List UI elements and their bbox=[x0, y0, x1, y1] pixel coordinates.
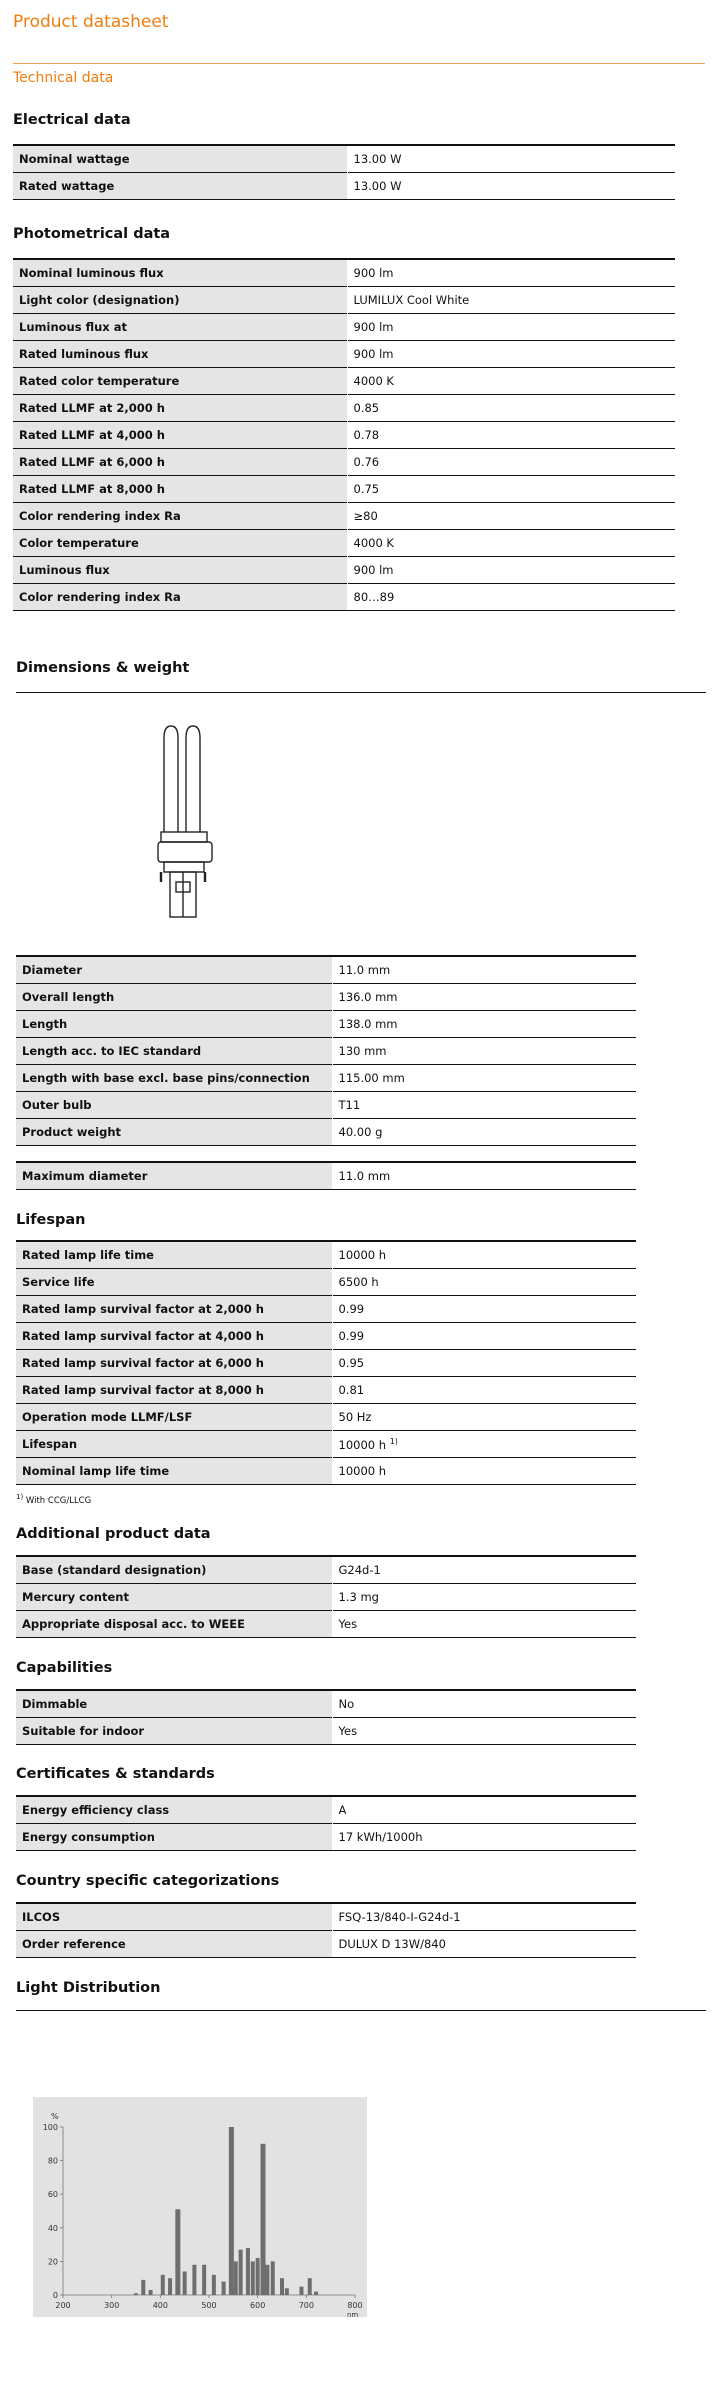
y-tick-label: 0 bbox=[52, 2291, 58, 2300]
table-row bbox=[13, 259, 675, 287]
row-value bbox=[347, 503, 675, 530]
y-tick-label: 40 bbox=[47, 2223, 58, 2233]
spectrum-peak bbox=[149, 2290, 153, 2295]
row-value-text: 900 lm bbox=[353, 347, 394, 361]
row-value-text: 138.0 mm bbox=[338, 1017, 398, 1031]
electrical-table bbox=[13, 144, 675, 200]
row-label: Color rendering index Ra bbox=[13, 584, 347, 611]
row-value bbox=[347, 259, 675, 287]
row-value bbox=[332, 1690, 636, 1718]
table-row bbox=[16, 1241, 636, 1269]
table-row bbox=[13, 476, 675, 503]
row-value-text: No bbox=[338, 1697, 355, 1711]
table-row bbox=[13, 287, 675, 314]
row-value-text: 4000 K bbox=[353, 536, 394, 550]
spectrum-peak bbox=[314, 2292, 318, 2295]
row-value-text: 40.00 g bbox=[338, 1125, 383, 1139]
row-label: Product weight bbox=[16, 1119, 332, 1146]
row-label: Nominal luminous flux bbox=[13, 259, 347, 287]
row-value bbox=[347, 314, 675, 341]
table-row bbox=[16, 1556, 636, 1584]
row-label: Luminous flux at bbox=[13, 314, 347, 341]
row-label: Length acc. to IEC standard bbox=[16, 1038, 332, 1065]
row-value-text: 136.0 mm bbox=[338, 990, 398, 1004]
row-value-text: 10000 h bbox=[338, 1248, 387, 1262]
table-row bbox=[13, 395, 675, 422]
row-value bbox=[332, 1296, 636, 1323]
table-row bbox=[13, 503, 675, 530]
row-value bbox=[332, 1824, 636, 1851]
x-tick-label: 500 bbox=[201, 2301, 217, 2310]
row-value-text: 13.00 W bbox=[353, 179, 402, 193]
row-label: Dimmable bbox=[16, 1690, 332, 1718]
row-label: Color rendering index Ra bbox=[13, 503, 347, 530]
row-label: Energy efficiency class bbox=[16, 1796, 332, 1824]
row-value bbox=[332, 1092, 636, 1119]
row-value bbox=[332, 1458, 636, 1485]
row-label: Service life bbox=[16, 1269, 332, 1296]
row-value bbox=[347, 145, 675, 173]
spectrum-peak bbox=[271, 2261, 275, 2295]
row-label: Rated luminous flux bbox=[13, 341, 347, 368]
table-row bbox=[13, 314, 675, 341]
row-value-text: 0.76 bbox=[353, 455, 380, 469]
x-tick-label: 200 bbox=[55, 2301, 71, 2310]
spectrum-peak bbox=[212, 2275, 216, 2295]
row-label: Energy consumption bbox=[16, 1824, 332, 1851]
lifespan-footnote: $^{1)}$ With CCG/LLCG bbox=[16, 1493, 92, 1506]
row-value bbox=[347, 368, 675, 395]
row-value-text: 4000 K bbox=[353, 374, 394, 388]
row-value-text: 11.0 mm bbox=[338, 963, 391, 977]
x-tick-label: 400 bbox=[152, 2301, 168, 2310]
table-row bbox=[16, 1162, 636, 1190]
row-value bbox=[332, 984, 636, 1011]
row-label: Maximum diameter bbox=[16, 1162, 332, 1190]
row-value bbox=[347, 422, 675, 449]
row-value-text: 130 mm bbox=[338, 1044, 387, 1058]
row-value-text: T11 bbox=[338, 1098, 361, 1112]
y-tick-label: 80 bbox=[47, 2156, 58, 2166]
row-label: Outer bulb bbox=[16, 1092, 332, 1119]
row-label: ILCOS bbox=[16, 1903, 332, 1931]
spectrum-peak bbox=[229, 2127, 234, 2295]
table-row bbox=[16, 1350, 636, 1377]
table-row bbox=[16, 1431, 636, 1458]
spectrum-peak bbox=[239, 2250, 243, 2295]
row-value bbox=[332, 1584, 636, 1611]
spectrum-peak bbox=[285, 2288, 289, 2295]
row-value bbox=[347, 395, 675, 422]
dimensions-table bbox=[16, 955, 636, 1146]
row-value-text: 0.99 bbox=[338, 1302, 365, 1316]
row-label: Rated lamp survival factor at 8,000 h bbox=[16, 1377, 332, 1404]
row-value-text: 0.85 bbox=[353, 401, 380, 415]
row-label: Length with base excl. base pins/connection bbox=[16, 1065, 332, 1092]
table-row bbox=[16, 1796, 636, 1824]
table-row bbox=[16, 984, 636, 1011]
row-value bbox=[332, 1269, 636, 1296]
table-row bbox=[16, 1903, 636, 1931]
spectrum-peak bbox=[299, 2287, 303, 2295]
additional-table bbox=[16, 1555, 636, 1638]
table-row bbox=[16, 1038, 636, 1065]
y-axis-label: % bbox=[51, 2112, 59, 2121]
document-title: Product datasheet bbox=[13, 12, 169, 32]
photometrical-table bbox=[13, 258, 675, 611]
spectrum-peak bbox=[234, 2261, 238, 2295]
lifespan-table bbox=[16, 1240, 636, 1485]
table-row bbox=[16, 1119, 636, 1146]
row-value bbox=[332, 1931, 636, 1958]
row-label: Overall length bbox=[16, 984, 332, 1011]
row-value bbox=[347, 449, 675, 476]
row-value-text: 115.00 mm bbox=[338, 1071, 405, 1085]
spectrum-peak bbox=[280, 2278, 284, 2295]
row-value bbox=[332, 1038, 636, 1065]
spectrum-peak bbox=[175, 2209, 180, 2295]
section-title-photometrical: Photometrical data bbox=[13, 226, 171, 242]
spectrum-peak bbox=[222, 2282, 226, 2295]
section-title-light-distribution: Light Distribution bbox=[16, 1980, 161, 1996]
table-row bbox=[13, 584, 675, 611]
table-row bbox=[16, 1296, 636, 1323]
x-tick-label: 700 bbox=[298, 2301, 314, 2310]
row-value-text: 0.75 bbox=[353, 482, 380, 496]
row-value-text: 0.78 bbox=[353, 428, 380, 442]
row-label: Length bbox=[16, 1011, 332, 1038]
footnote-ref: 1) bbox=[389, 1436, 398, 1446]
chart-background bbox=[33, 2097, 367, 2317]
row-label: Nominal wattage bbox=[13, 145, 347, 173]
row-value bbox=[332, 1065, 636, 1092]
spectrum-peak bbox=[161, 2275, 165, 2295]
row-value bbox=[332, 1011, 636, 1038]
row-value-text: FSQ-13/840-I-G24d-1 bbox=[338, 1910, 461, 1924]
row-value bbox=[347, 557, 675, 584]
row-value-text: Yes bbox=[338, 1724, 358, 1738]
dimensions-divider bbox=[16, 692, 706, 693]
header-divider bbox=[13, 63, 705, 64]
row-label: Appropriate disposal acc. to WEEE bbox=[16, 1611, 332, 1638]
row-label: Color temperature bbox=[13, 530, 347, 557]
table-row bbox=[16, 1611, 636, 1638]
table-row bbox=[13, 530, 675, 557]
table-row bbox=[16, 1584, 636, 1611]
row-value bbox=[332, 1556, 636, 1584]
row-value-text: 11.0 mm bbox=[338, 1169, 391, 1183]
section-title-lifespan: Lifespan bbox=[16, 1212, 86, 1228]
row-label: Nominal lamp life time bbox=[16, 1458, 332, 1485]
spectrum-peak bbox=[246, 2248, 250, 2295]
row-label: Lifespan bbox=[16, 1431, 332, 1458]
row-value bbox=[332, 1903, 636, 1931]
lamp-outline bbox=[158, 726, 212, 917]
row-value-text: 0.99 bbox=[338, 1329, 365, 1343]
spectrum-peak bbox=[183, 2271, 187, 2295]
table-row bbox=[16, 1458, 636, 1485]
row-value-text: 900 lm bbox=[353, 320, 394, 334]
spectrum-peak bbox=[265, 2265, 269, 2295]
row-value-text: 10000 h bbox=[338, 1437, 387, 1452]
row-label: Rated color temperature bbox=[13, 368, 347, 395]
row-value bbox=[347, 341, 675, 368]
table-row bbox=[16, 1377, 636, 1404]
row-label: Rated LLMF at 2,000 h bbox=[13, 395, 347, 422]
row-value-text: 1.3 mg bbox=[338, 1590, 379, 1604]
row-label: Suitable for indoor bbox=[16, 1718, 332, 1745]
row-value-text: G24d-1 bbox=[338, 1563, 381, 1577]
row-value bbox=[347, 584, 675, 611]
row-value bbox=[332, 1119, 636, 1146]
row-value-text: 80…89 bbox=[353, 590, 395, 604]
row-value bbox=[332, 1796, 636, 1824]
section-title-electrical: Electrical data bbox=[13, 112, 131, 128]
row-value bbox=[347, 530, 675, 557]
row-value-text: 900 lm bbox=[353, 266, 394, 280]
row-value bbox=[332, 1404, 636, 1431]
y-tick-label: 60 bbox=[47, 2190, 58, 2200]
table-row bbox=[13, 449, 675, 476]
row-value-text: 6500 h bbox=[338, 1275, 379, 1289]
row-label: Rated LLMF at 6,000 h bbox=[13, 449, 347, 476]
row-value-text: 50 Hz bbox=[338, 1410, 372, 1424]
row-label: Operation mode LLMF/LSF bbox=[16, 1404, 332, 1431]
row-label: Rated lamp life time bbox=[16, 1241, 332, 1269]
row-label: Rated lamp survival factor at 6,000 h bbox=[16, 1350, 332, 1377]
table-row bbox=[16, 1065, 636, 1092]
dimensions-extra-table bbox=[16, 1161, 636, 1190]
table-row bbox=[16, 956, 636, 984]
table-row bbox=[13, 341, 675, 368]
row-value-text: DULUX D 13W/840 bbox=[338, 1937, 446, 1951]
spectrum-peak bbox=[261, 2144, 266, 2295]
section-title-dimensions: Dimensions & weight bbox=[16, 660, 190, 676]
row-label: Base (standard designation) bbox=[16, 1556, 332, 1584]
row-label: Rated LLMF at 4,000 h bbox=[13, 422, 347, 449]
spectrum-peak bbox=[256, 2258, 260, 2295]
row-value-text: Yes bbox=[338, 1617, 358, 1631]
table-row bbox=[13, 145, 675, 173]
spectrum-peak bbox=[251, 2261, 255, 2295]
row-value-text: LUMILUX Cool White bbox=[353, 293, 470, 307]
row-label: Luminous flux bbox=[13, 557, 347, 584]
row-value-text: 10000 h bbox=[338, 1464, 387, 1478]
row-value bbox=[332, 1377, 636, 1404]
x-tick-label: 600 bbox=[250, 2301, 266, 2310]
table-row bbox=[13, 557, 675, 584]
table-row bbox=[16, 1404, 636, 1431]
x-axis-label: nm bbox=[347, 2311, 359, 2317]
x-tick-label: 800 bbox=[347, 2301, 363, 2310]
row-value-text: 900 lm bbox=[353, 563, 394, 577]
row-value bbox=[332, 956, 636, 984]
row-label: Rated wattage bbox=[13, 173, 347, 200]
row-value bbox=[347, 173, 675, 200]
row-value-text: 0.95 bbox=[338, 1356, 365, 1370]
table-row bbox=[13, 173, 675, 200]
row-label: Order reference bbox=[16, 1931, 332, 1958]
row-label: Rated LLMF at 8,000 h bbox=[13, 476, 347, 503]
certificates-table bbox=[16, 1795, 636, 1851]
spectrum-peak bbox=[134, 2293, 138, 2295]
row-value bbox=[332, 1162, 636, 1190]
technical-data-title: Technical data bbox=[13, 70, 114, 86]
table-row bbox=[16, 1323, 636, 1350]
row-value-text: ≥80 bbox=[353, 509, 378, 523]
table-row bbox=[13, 422, 675, 449]
row-value bbox=[347, 476, 675, 503]
spectrum-peak bbox=[202, 2265, 206, 2295]
table-row bbox=[13, 368, 675, 395]
row-value bbox=[332, 1350, 636, 1377]
spectrum-peak bbox=[141, 2280, 145, 2295]
section-title-country: Country specific categorizations bbox=[16, 1873, 280, 1889]
row-value-text: 17 kWh/1000h bbox=[338, 1830, 423, 1844]
row-label: Mercury content bbox=[16, 1584, 332, 1611]
section-title-certificates: Certificates & standards bbox=[16, 1766, 215, 1782]
row-label: Light color (designation) bbox=[13, 287, 347, 314]
row-value bbox=[332, 1323, 636, 1350]
spectrum-peak bbox=[192, 2265, 196, 2295]
table-row bbox=[16, 1092, 636, 1119]
capabilities-table bbox=[16, 1689, 636, 1745]
lamp-drawing bbox=[150, 722, 220, 922]
spectrum-peak bbox=[308, 2278, 312, 2295]
row-value bbox=[332, 1431, 636, 1458]
x-tick-label: 300 bbox=[104, 2301, 120, 2310]
row-value bbox=[332, 1611, 636, 1638]
row-value bbox=[347, 287, 675, 314]
table-row bbox=[16, 1690, 636, 1718]
row-value bbox=[332, 1241, 636, 1269]
spectrum-peak bbox=[168, 2278, 172, 2295]
row-value bbox=[332, 1718, 636, 1745]
section-title-capabilities: Capabilities bbox=[16, 1660, 113, 1676]
light-distribution-divider bbox=[16, 2010, 706, 2011]
table-row bbox=[16, 1718, 636, 1745]
row-value-text: 0.81 bbox=[338, 1383, 365, 1397]
y-tick-label: 20 bbox=[47, 2257, 58, 2267]
country-table bbox=[16, 1902, 636, 1958]
table-row bbox=[16, 1931, 636, 1958]
row-label: Diameter bbox=[16, 956, 332, 984]
row-value-text: A bbox=[338, 1803, 347, 1817]
spectrum-chart bbox=[33, 2097, 367, 2317]
row-label: Rated lamp survival factor at 4,000 h bbox=[16, 1323, 332, 1350]
section-title-additional: Additional product data bbox=[16, 1526, 211, 1542]
y-tick-label: 100 bbox=[42, 2123, 58, 2132]
table-row bbox=[16, 1824, 636, 1851]
table-row bbox=[16, 1269, 636, 1296]
table-row bbox=[16, 1011, 636, 1038]
row-value-text: 13.00 W bbox=[353, 152, 402, 166]
row-label: Rated lamp survival factor at 2,000 h bbox=[16, 1296, 332, 1323]
